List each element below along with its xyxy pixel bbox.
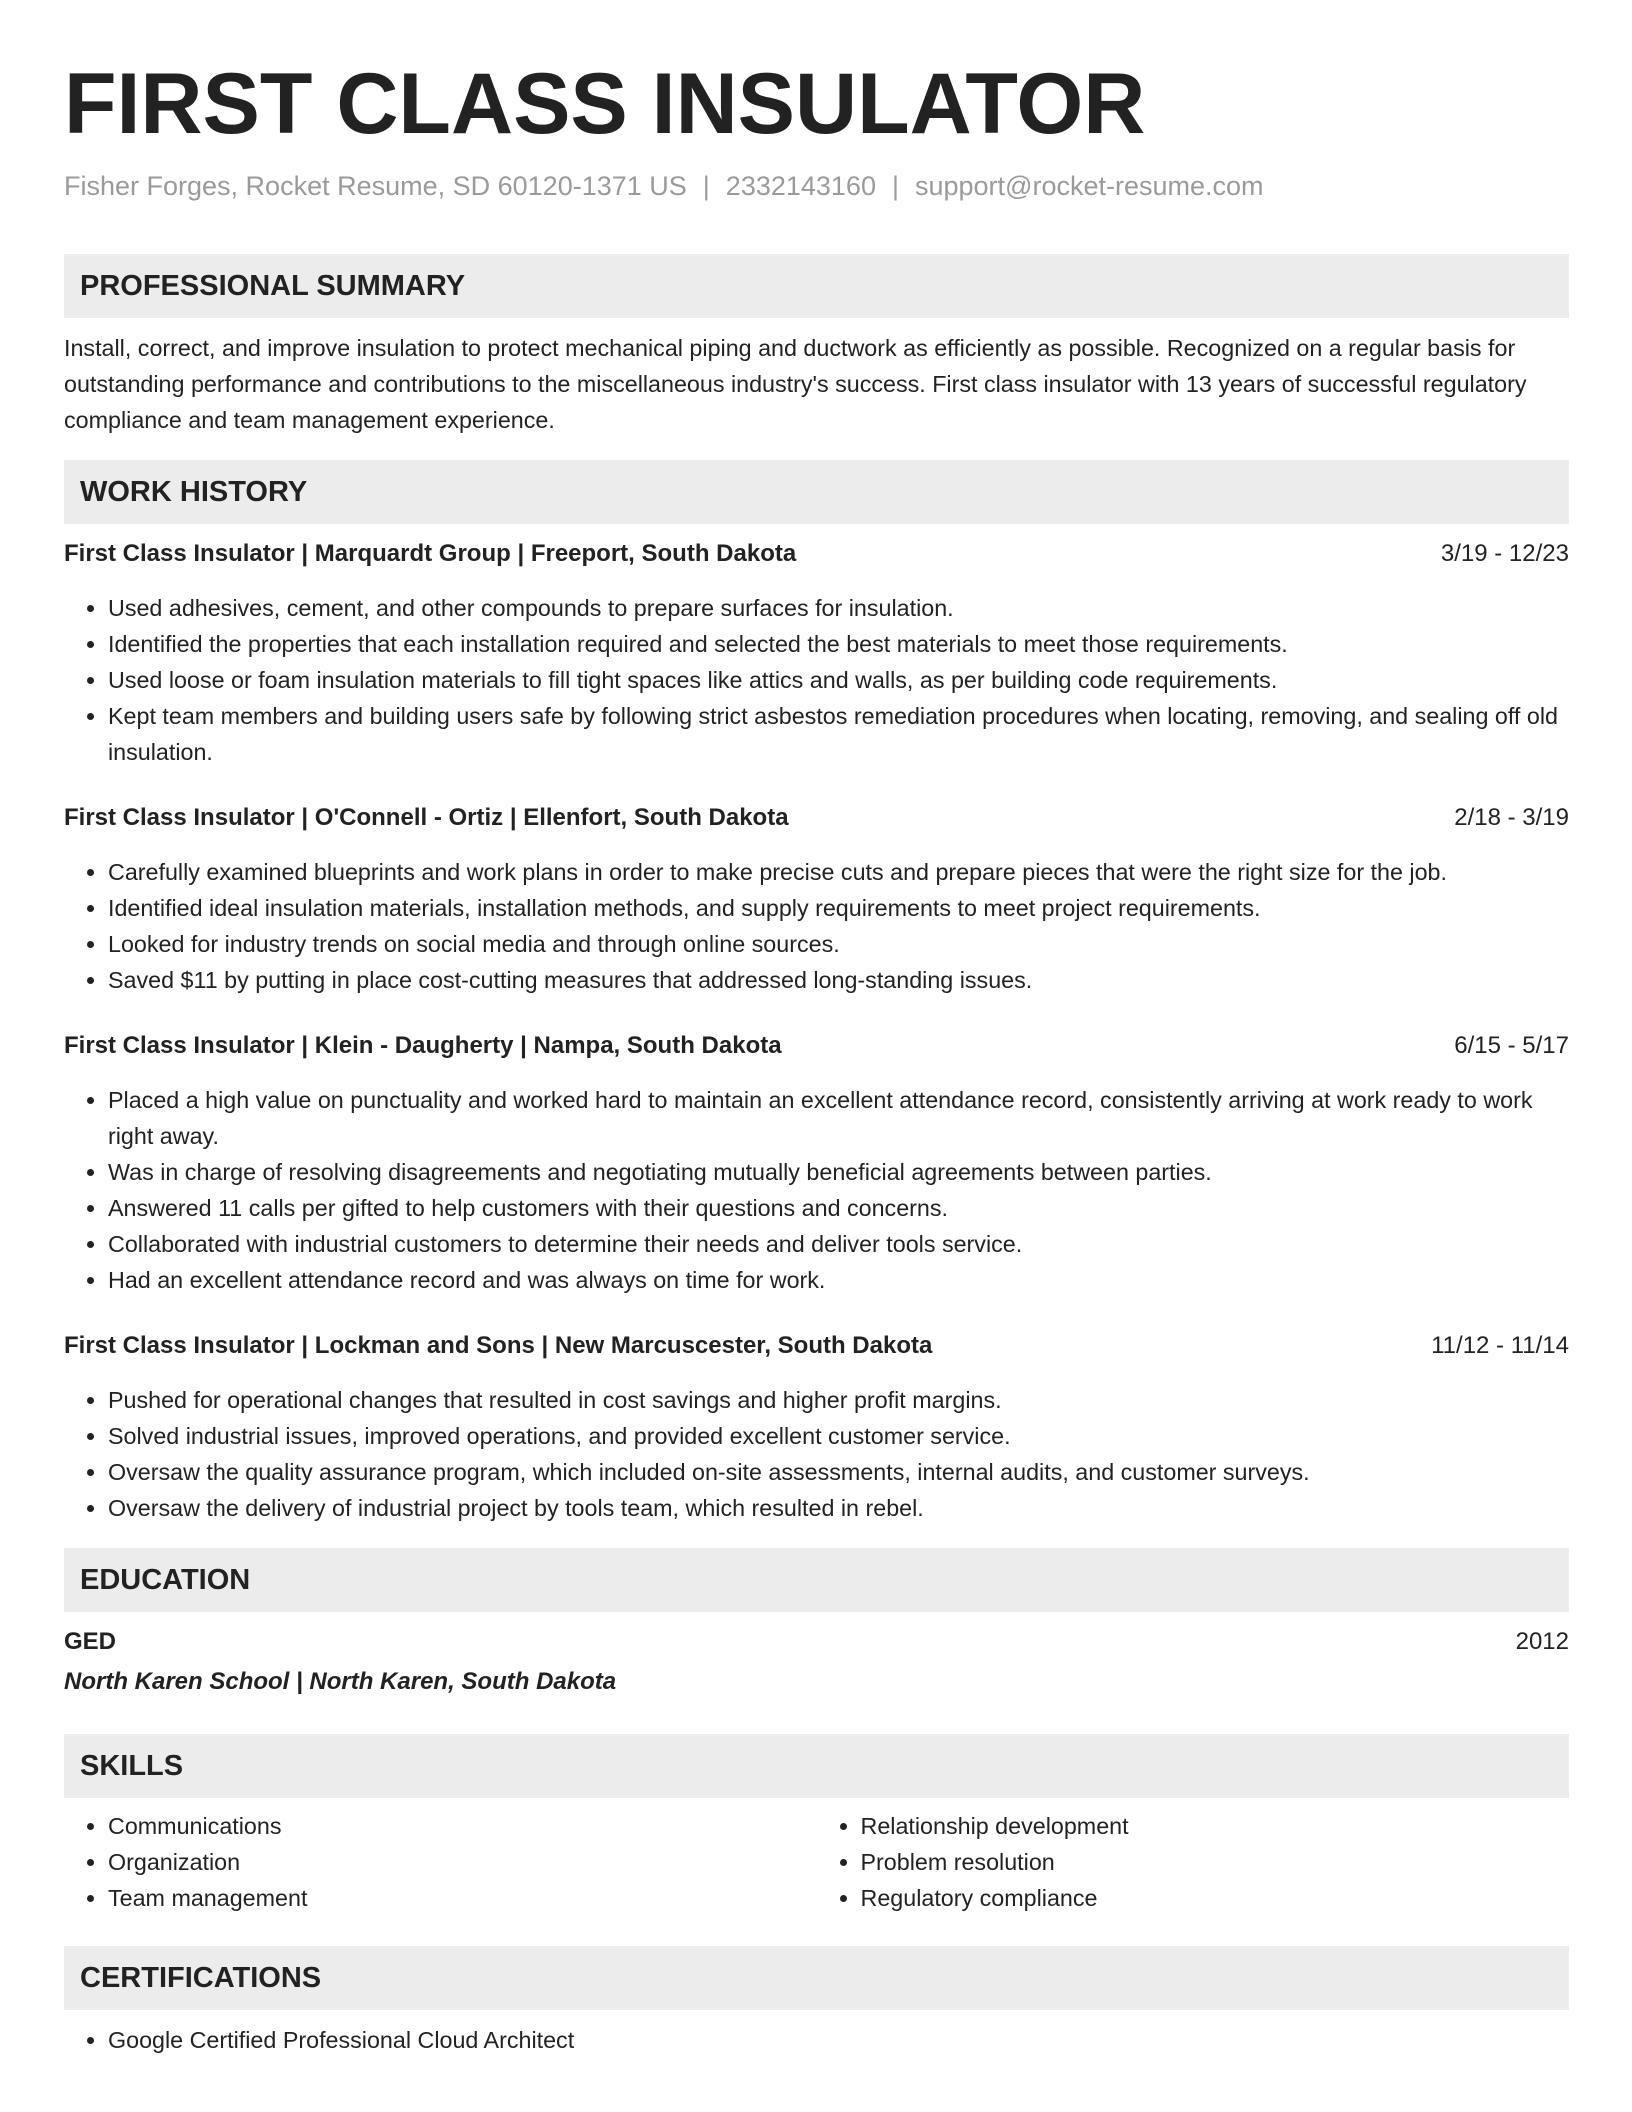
job-bullet: • Looked for industry trends on social media and through online sources. [108, 926, 1569, 962]
skill-item: • Regulatory compliance [861, 1880, 1570, 1916]
contact-email: support@rocket-resume.com [914, 171, 1264, 201]
job-bullet: • Identified ideal insulation materials, installation methods, and supply requirements to meet project requirements. [108, 890, 1569, 926]
job-bullet: • Oversaw the quality assurance program, which included on-site assessments, internal audits, and customer surveys. [108, 1454, 1569, 1490]
contact-line [64, 168, 1569, 204]
skill-item: • Communications [108, 1808, 817, 1844]
job-title: First Class Insulator | Marquardt Group | Freeport, South Dakota [64, 540, 797, 567]
certifications-list [64, 2022, 1569, 2058]
skill-item: • Organization [108, 1844, 817, 1880]
job-bullet: • Placed a high value on punctuality and worked hard to maintain an excellent attendance record, consistently arriving at work ready to work right away. [108, 1082, 1569, 1154]
contact-address: Fisher Forges, Rocket Resume, SD 60120-1371 US [64, 171, 687, 201]
skills-column-right [817, 1808, 1570, 1916]
skill-item: • Problem resolution [861, 1844, 1570, 1880]
job-dates: 3/19 - 12/23 [1440, 540, 1569, 567]
job-bullet: • Pushed for operational changes that resulted in cost savings and higher profit margins. [108, 1382, 1569, 1418]
skills-list [64, 1808, 1569, 1916]
candidate-name: FIRST CLASS INSULATOR [64, 56, 1146, 152]
job-bullets [64, 854, 1569, 998]
skills-column-left [64, 1808, 817, 1916]
job-header [64, 1028, 1569, 1064]
job-bullets [64, 1082, 1569, 1298]
skills-heading: SKILLS [64, 1734, 1569, 1798]
job-entry [64, 1028, 1569, 1298]
skill-item: • Team management [108, 1880, 817, 1916]
job-header [64, 1328, 1569, 1364]
job-entry [64, 800, 1569, 998]
job-bullet: • Kept team members and building users safe by following strict asbestos remediation procedures when locating, removing, and sealing off old insulation. [108, 698, 1569, 770]
job-bullet: • Saved $11 by putting in place cost-cutting measures that addressed long-standing issues. [108, 962, 1569, 998]
education-row [64, 1624, 1569, 1660]
contact-separator: | [891, 171, 899, 201]
job-bullets [64, 1382, 1569, 1526]
summary-heading: PROFESSIONAL SUMMARY [64, 254, 1569, 318]
education-year: 2012 [1515, 1628, 1569, 1655]
job-header [64, 536, 1569, 572]
certifications-heading: CERTIFICATIONS [64, 1946, 1569, 2010]
work-history-heading: WORK HISTORY [64, 460, 1569, 524]
job-bullet: • Answered 11 calls per gifted to help customers with their questions and concerns. [108, 1190, 1569, 1226]
job-dates: 2/18 - 3/19 [1454, 804, 1569, 831]
contact-separator: | [702, 171, 710, 201]
job-dates: 11/12 - 11/14 [1431, 1332, 1569, 1359]
job-bullet: • Used adhesives, cement, and other compounds to prepare surfaces for insulation. [108, 590, 1569, 626]
job-header [64, 800, 1569, 836]
job-bullets [64, 590, 1569, 770]
skill-item: • Relationship development [861, 1808, 1570, 1844]
job-bullet: • Solved industrial issues, improved operations, and provided excellent customer service. [108, 1418, 1569, 1454]
job-title: First Class Insulator | O'Connell - Ortiz | Ellenfort, South Dakota [64, 804, 789, 831]
job-bullet: • Oversaw the delivery of industrial project by tools team, which resulted in rebel. [108, 1490, 1569, 1526]
job-bullet: • Carefully examined blueprints and work plans in order to make precise cuts and prepare pieces that were the right size for the job. [108, 854, 1569, 890]
job-bullet: • Used loose or foam insulation materials to fill tight spaces like attics and walls, as per building code requirements. [108, 662, 1569, 698]
summary-text: Install, correct, and improve insulation to protect mechanical piping and ductwork as efficiently as possible. Recognized on a regular basis for outstanding performance and contributions to the miscellaneous industry's success. First class insulator with 13 years of successful regulatory compliance and team management experience. [64, 335, 1527, 433]
job-title: First Class Insulator | Klein - Daugherty | Nampa, South Dakota [64, 1032, 782, 1059]
job-entry [64, 536, 1569, 770]
education-heading: EDUCATION [64, 1548, 1569, 1612]
education-degree: GED [64, 1628, 117, 1655]
job-bullet: • Was in charge of resolving disagreements and negotiating mutually beneficial agreements between parties. [108, 1154, 1569, 1190]
contact-phone: 2332143160 [725, 171, 876, 201]
job-bullet: • Identified the properties that each installation required and selected the best materials to meet those requirements. [108, 626, 1569, 662]
job-title: First Class Insulator | Lockman and Sons | New Marcuscester, South Dakota [64, 1332, 933, 1359]
education-school: North Karen School | North Karen, South Dakota [64, 1668, 617, 1695]
job-bullet: • Collaborated with industrial customers to determine their needs and deliver tools service. [108, 1226, 1569, 1262]
job-dates: 6/15 - 5/17 [1454, 1032, 1569, 1059]
job-bullet: • Had an excellent attendance record and was always on time for work. [108, 1262, 1569, 1298]
job-entry [64, 1328, 1569, 1526]
certification-item: • Google Certified Professional Cloud Architect [108, 2022, 1569, 2058]
